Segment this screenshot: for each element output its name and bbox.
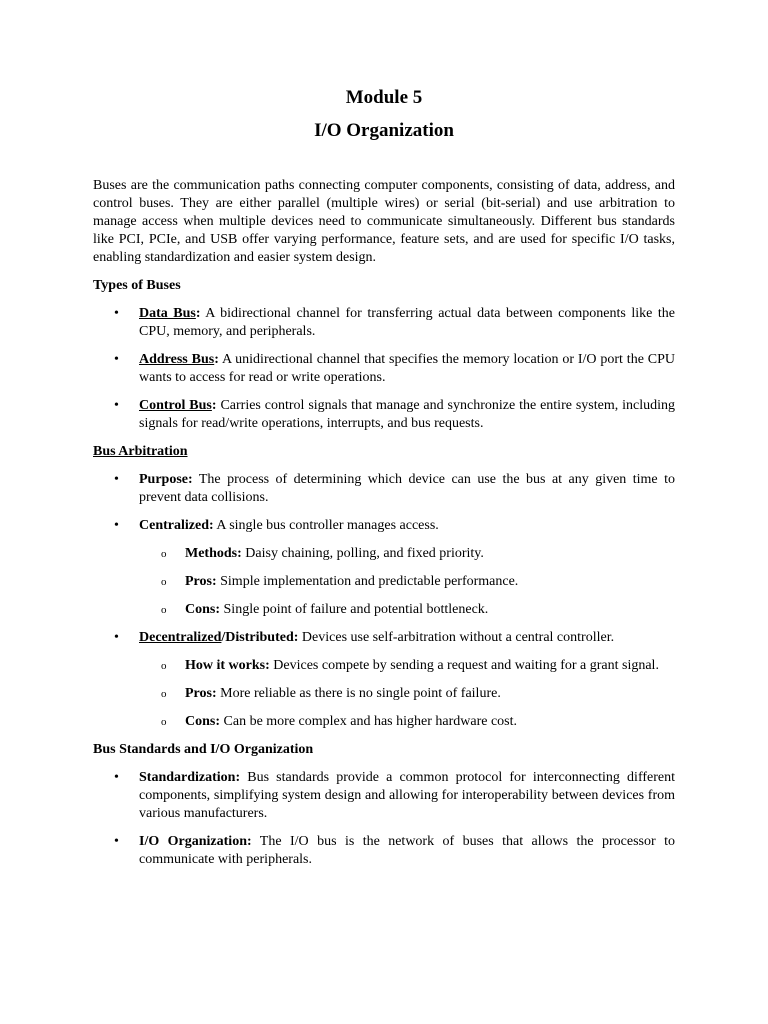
- item-text: A bidirectional channel for transferring actual data between components like the CPU, memory, and peripherals.: [139, 306, 675, 339]
- arbitration-list: [93, 471, 675, 731]
- circle-bullet-icon: o: [161, 576, 167, 588]
- list-item-purpose: [93, 471, 675, 507]
- intro-paragraph: Buses are the communication paths connecting computer components, consisting of data, address, and control buses. They are either parallel (multiple wires) or serial (bit-serial) and use arbitration to manage access when multiple devices need to communicate simultaneously. Different bus standards like PCI, PCIe, and USB offer varying performance, feature sets, and are used for specific I/O tasks, enabling standardization and easier system design.: [93, 178, 675, 265]
- term-label: Cons:: [185, 602, 221, 617]
- module-title: Module 5: [345, 87, 423, 108]
- term-colon: :: [211, 398, 217, 413]
- term-colon: :: [195, 306, 201, 321]
- types-heading: Types of Buses: [93, 278, 181, 293]
- term-label: Control Bus: [139, 398, 212, 413]
- list-item-control-bus: [93, 397, 675, 433]
- item-text: Devices use self-arbitration without a central controller.: [298, 630, 615, 645]
- term-label-suffix: /Distributed:: [221, 630, 299, 645]
- sublist-item-methods: [139, 545, 675, 563]
- list-item-address-bus: [93, 351, 675, 387]
- item-text: A single bus controller manages access.: [213, 518, 439, 533]
- term-label: Decentralized: [139, 630, 222, 645]
- term-label: Pros:: [185, 686, 217, 701]
- standards-list: [93, 769, 675, 869]
- circle-bullet-icon: o: [161, 688, 167, 700]
- term-label: Centralized:: [139, 518, 214, 533]
- decentralized-sublist: [139, 657, 675, 731]
- bullet-icon: •: [114, 770, 119, 785]
- document-page: [93, 86, 675, 879]
- term-label: Pros:: [185, 574, 217, 589]
- centralized-sublist: [139, 545, 675, 619]
- bullet-icon: •: [114, 630, 119, 645]
- item-text: Carries control signals that manage and synchronize the entire system, including signals for read/write operations, interrupts, and bus requests.: [139, 398, 675, 431]
- arbitration-heading: Bus Arbitration: [93, 444, 188, 459]
- item-text: A unidirectional channel that specifies the memory location or I/O port the CPU wants to access for read or write operations.: [139, 352, 676, 385]
- list-item-centralized: [93, 517, 675, 619]
- item-text: The process of determining which device can use the bus at any given time to prevent data collisions.: [139, 472, 675, 505]
- item-text: Devices compete by sending a request and waiting for a grant signal.: [269, 658, 659, 673]
- term-label: I/O Organization:: [139, 834, 252, 849]
- bullet-icon: •: [114, 398, 119, 413]
- term-label: Data Bus: [139, 306, 196, 321]
- term-label: Cons:: [185, 714, 221, 729]
- list-item-standardization: [93, 769, 675, 823]
- term-colon: :: [214, 352, 219, 367]
- circle-bullet-icon: o: [161, 548, 167, 560]
- term-label: Methods:: [185, 546, 242, 561]
- sublist-item-cons: [139, 601, 675, 619]
- item-text: Can be more complex and has higher hardware cost.: [220, 714, 518, 729]
- item-text: Single point of failure and potential bottleneck.: [220, 602, 489, 617]
- circle-bullet-icon: o: [161, 660, 167, 672]
- bullet-icon: •: [114, 472, 119, 487]
- sublist-item-cons: [139, 713, 675, 731]
- module-subtitle: I/O Organization: [314, 120, 454, 141]
- circle-bullet-icon: o: [161, 604, 167, 616]
- types-list: [93, 305, 675, 433]
- item-text: Daisy chaining, polling, and fixed priority.: [241, 546, 484, 561]
- standards-heading: Bus Standards and I/O Organization: [93, 742, 314, 757]
- term-label: Purpose:: [139, 472, 193, 487]
- sublist-item-how-it-works: [139, 657, 675, 675]
- circle-bullet-icon: o: [161, 716, 167, 728]
- item-text: The I/O bus is the network of buses that allows the processor to communicate with peripherals.: [139, 834, 675, 867]
- bullet-icon: •: [114, 306, 119, 321]
- item-text: More reliable as there is no single point of failure.: [216, 686, 501, 701]
- item-text: Simple implementation and predictable performance.: [216, 574, 519, 589]
- sublist-item-pros: [139, 685, 675, 703]
- list-item-data-bus: [93, 305, 675, 341]
- bullet-icon: •: [114, 834, 119, 849]
- term-label: Address Bus: [139, 352, 215, 367]
- term-label: Standardization:: [139, 770, 241, 785]
- item-text: Bus standards provide a common protocol for interconnecting different components, simplifying system design and allowing for interoperability between devices from various manufacturers.: [139, 770, 675, 821]
- bullet-icon: •: [114, 352, 119, 367]
- bullet-icon: •: [114, 518, 119, 533]
- list-item-io-organization: [93, 833, 675, 869]
- term-label: How it works:: [185, 658, 270, 673]
- list-item-decentralized: [93, 629, 675, 731]
- sublist-item-pros: [139, 573, 675, 591]
